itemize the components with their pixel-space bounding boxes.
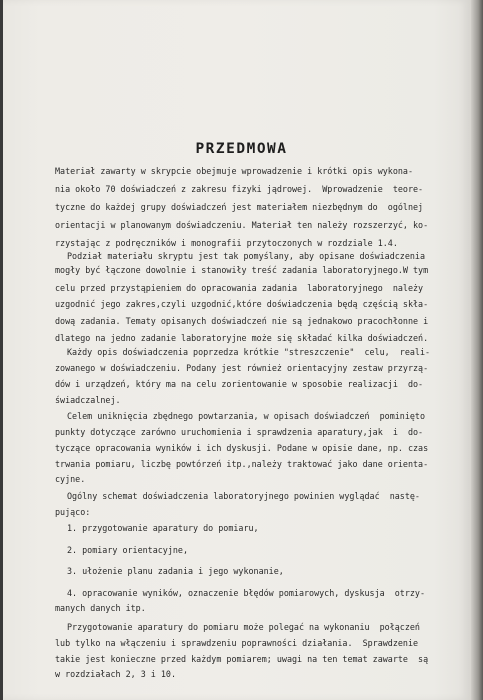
text-line: pująco: (55, 507, 91, 517)
list-item: 2. pomiary orientacyjne, (67, 545, 189, 555)
text-line: świadczalnej. (55, 395, 121, 405)
text-line: uzgodnić jego zakres,czyli uzgodnić,które doświadczenia będą częścią skła- (55, 299, 429, 309)
text-line: Celem uniknięcia zbędnego powtarzania, w opisach doświadczeń pominięto (67, 411, 425, 421)
list-item: 4. opracowanie wyników, oznaczenie błędów pomiarowych, dyskusja otrzy- (67, 588, 425, 598)
text-line: Każdy opis doświadczenia poprzedza krótkie "streszczenie" celu, reali- (67, 347, 431, 357)
text-line: tyczne do każdej grupy doświadczeń jest materiałem niezbędnym do ogólnej (55, 202, 424, 212)
text-line: dową zadania. Tematy opisanych doświadczeń nie są jednakowo pracochłonne i (55, 316, 429, 326)
text-line: nia około 70 doświadczeń z zakresu fizyki jądrowej. Wprowadzenie teore- (55, 184, 424, 194)
text-line: tyczące opracowania wyników i ich dyskusji. Podane w opisie dane, np. czas (55, 443, 429, 453)
page-title: PRZEDMOWA (195, 141, 288, 157)
text-line: Ogólny schemat doświadczenia laboratoryjnego powinien wyglądać nastę- (67, 491, 420, 501)
list-item: manych danych itp. (55, 603, 146, 613)
text-line: punkty dotyczące zarówno uruchomienia i sprawdzenia aparatury,jak i do- (55, 427, 424, 437)
text-line: orientacji w planowanym doświadczeniu. Materiał ten należy rozszerzyć, ko- (55, 220, 429, 230)
text-line: cyjne. (55, 474, 86, 484)
text-line: w rozdziałach 2, 3 i 10. (55, 669, 177, 679)
text-line: zowanego w doświadczeniu. Podany jest również orientacyjny zestaw przyrzą- (55, 363, 429, 373)
text-line: rzystając z podręczników i monografii przytoczonych w rozdziale 1.4. (55, 238, 398, 248)
text-line: mogły być łączone dowolnie i stanowiły treść zadania laboratoryjnego.W tym (55, 265, 429, 275)
list-item: 1. przygotowanie aparatury do pomiaru, (67, 523, 259, 533)
page-edge (471, 0, 483, 700)
text-line: dów i urządzeń, który ma na celu zorientowanie w sposobie realizacji do- (55, 379, 424, 389)
text-line: takie jest konieczne przed każdym pomiarem; uwagi na ten temat zawarte są (55, 654, 429, 664)
text-line: trwania pomiaru, liczbę powtórzeń itp.,należy traktować jako dane orienta- (55, 459, 429, 469)
text-line: Materiał zawarty w skrypcie obejmuje wprowadzenie i krótki opis wykona- (55, 166, 413, 176)
text-line: Podział materiału skryptu jest tak pomyślany, aby opisane doświadczenia (67, 251, 425, 261)
list-item: 3. ułożenie planu zadania i jego wykonanie, (67, 566, 284, 576)
text-line: celu przed przystąpieniem do opracowania zadania laboratoryjnego należy (55, 283, 424, 293)
text-line: lub tylko na włączeniu i sprawdzeniu poprawności działania. Sprawdzenie (55, 638, 419, 648)
text-line: dlatego na jedno zadanie laboratoryjne może się składać kilka doświadczeń. (55, 333, 429, 343)
text-line: Przygotowanie aparatury do pomiaru może polegać na wykonaniu połączeń (67, 622, 420, 632)
